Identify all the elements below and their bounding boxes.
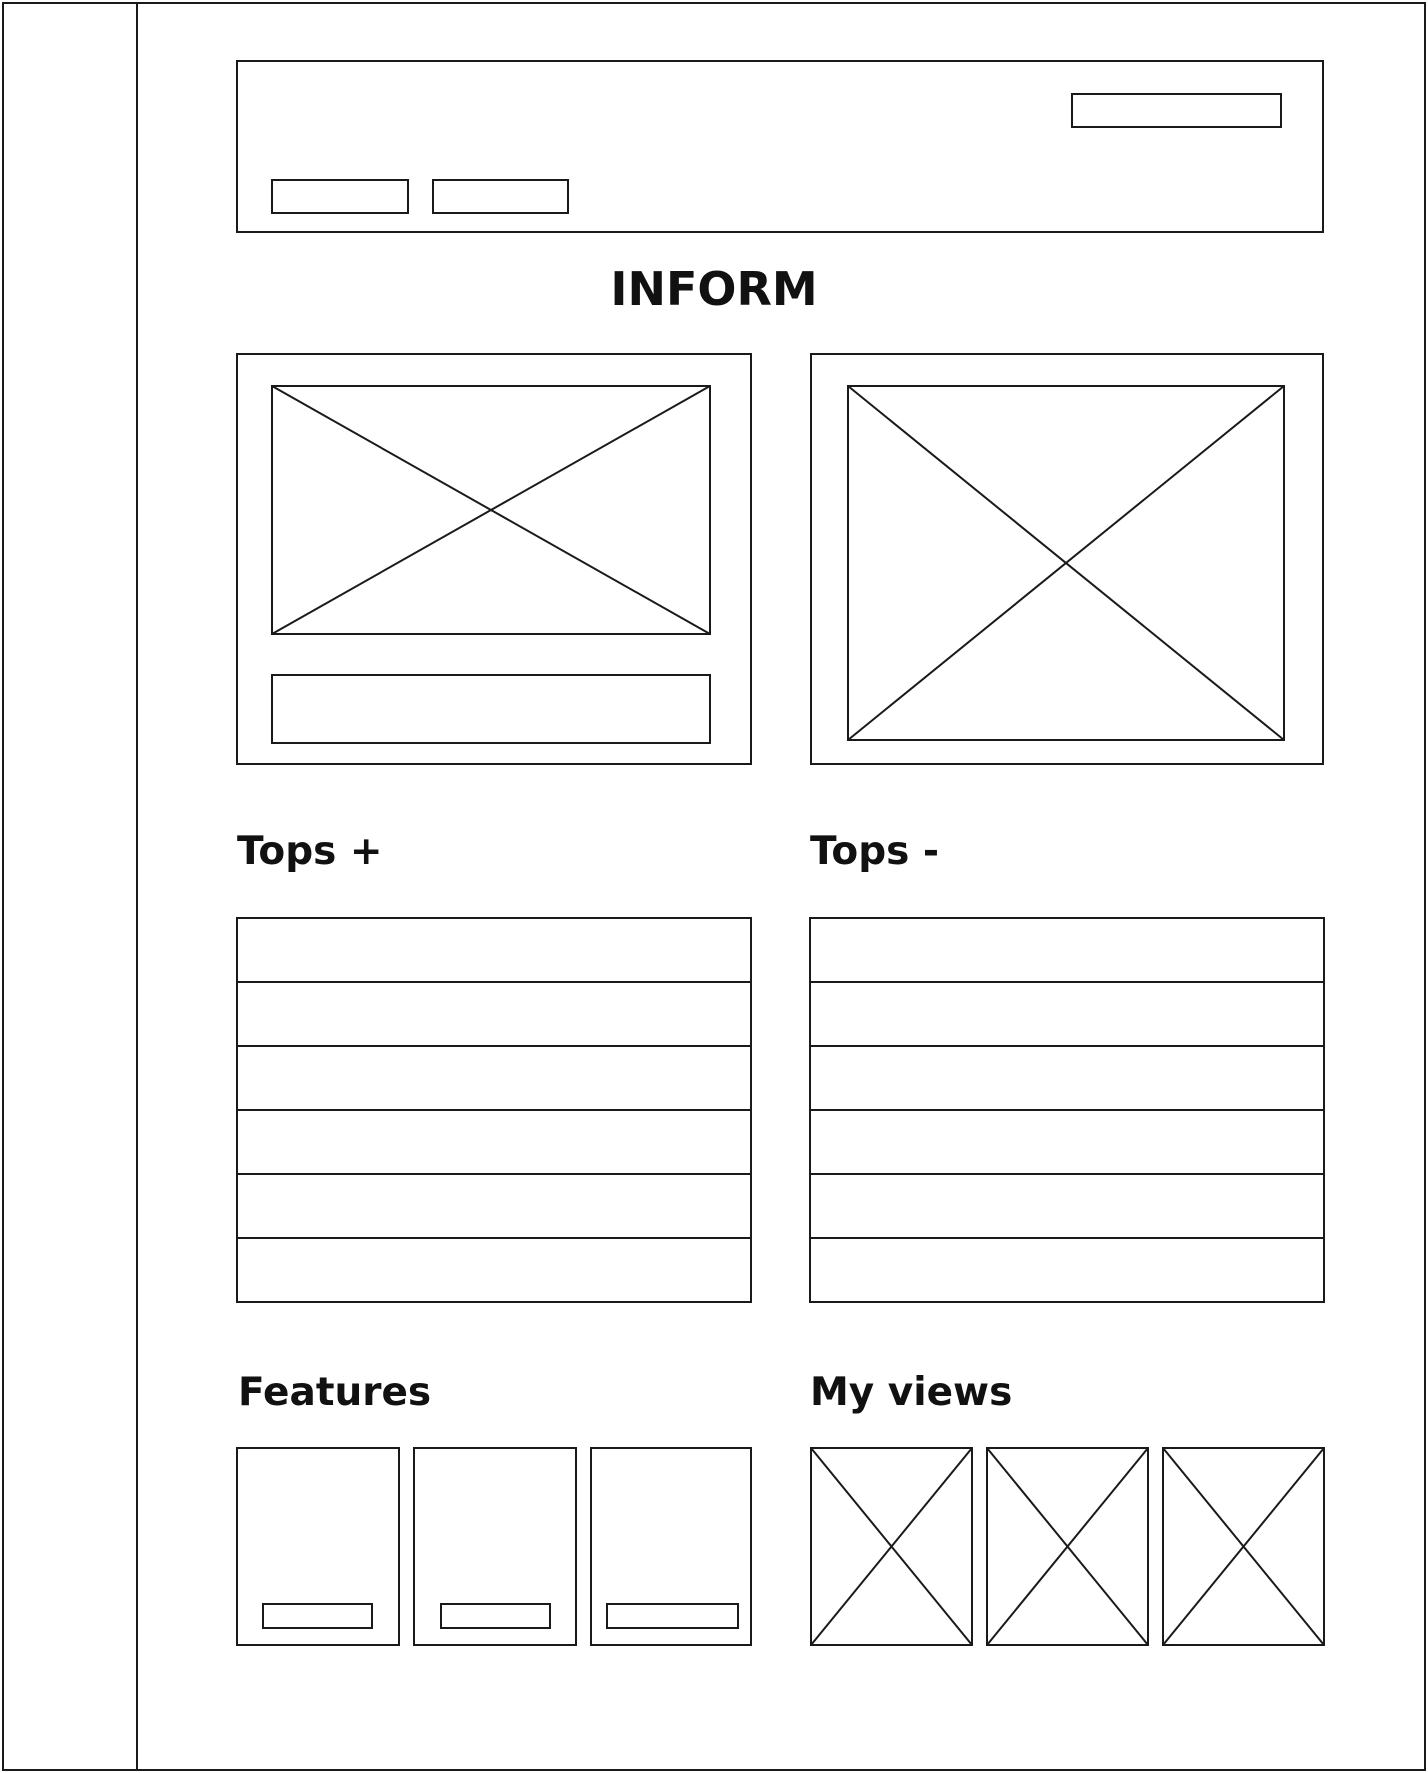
header-action-button[interactable] bbox=[1071, 93, 1282, 128]
list-row[interactable] bbox=[809, 981, 1325, 1047]
my-view-thumbnail-icon[interactable] bbox=[986, 1447, 1149, 1646]
feature-card-button[interactable] bbox=[606, 1603, 739, 1629]
list-row[interactable] bbox=[809, 917, 1325, 983]
hero-card-caption-field[interactable] bbox=[271, 674, 711, 744]
image-placeholder-icon bbox=[847, 385, 1285, 741]
list-row[interactable] bbox=[809, 1237, 1325, 1303]
page-title: INFORM bbox=[610, 262, 818, 316]
my-views-heading: My views bbox=[810, 1370, 1013, 1415]
feature-card[interactable] bbox=[236, 1447, 400, 1646]
list-row[interactable] bbox=[236, 1109, 752, 1175]
feature-card-button[interactable] bbox=[440, 1603, 551, 1629]
tops-negative-heading: Tops - bbox=[810, 829, 940, 874]
list-row[interactable] bbox=[236, 981, 752, 1047]
image-placeholder-icon bbox=[271, 385, 711, 635]
list-row[interactable] bbox=[809, 1045, 1325, 1111]
header-bar bbox=[236, 60, 1324, 233]
feature-card[interactable] bbox=[590, 1447, 752, 1646]
list-row[interactable] bbox=[236, 1237, 752, 1303]
features-heading: Features bbox=[238, 1370, 432, 1415]
tops-positive-heading: Tops + bbox=[237, 829, 383, 874]
my-view-thumbnail-icon[interactable] bbox=[1162, 1447, 1325, 1646]
list-row[interactable] bbox=[236, 1173, 752, 1239]
nav-button-1[interactable] bbox=[271, 179, 409, 214]
hero-card-right[interactable] bbox=[810, 353, 1324, 765]
feature-card[interactable] bbox=[413, 1447, 577, 1646]
feature-card-button[interactable] bbox=[262, 1603, 373, 1629]
list-row[interactable] bbox=[809, 1109, 1325, 1175]
list-row[interactable] bbox=[236, 1045, 752, 1111]
my-view-thumbnail-icon[interactable] bbox=[810, 1447, 973, 1646]
nav-button-2[interactable] bbox=[432, 179, 569, 214]
hero-card-left[interactable] bbox=[236, 353, 752, 765]
list-row[interactable] bbox=[809, 1173, 1325, 1239]
list-row[interactable] bbox=[236, 917, 752, 983]
